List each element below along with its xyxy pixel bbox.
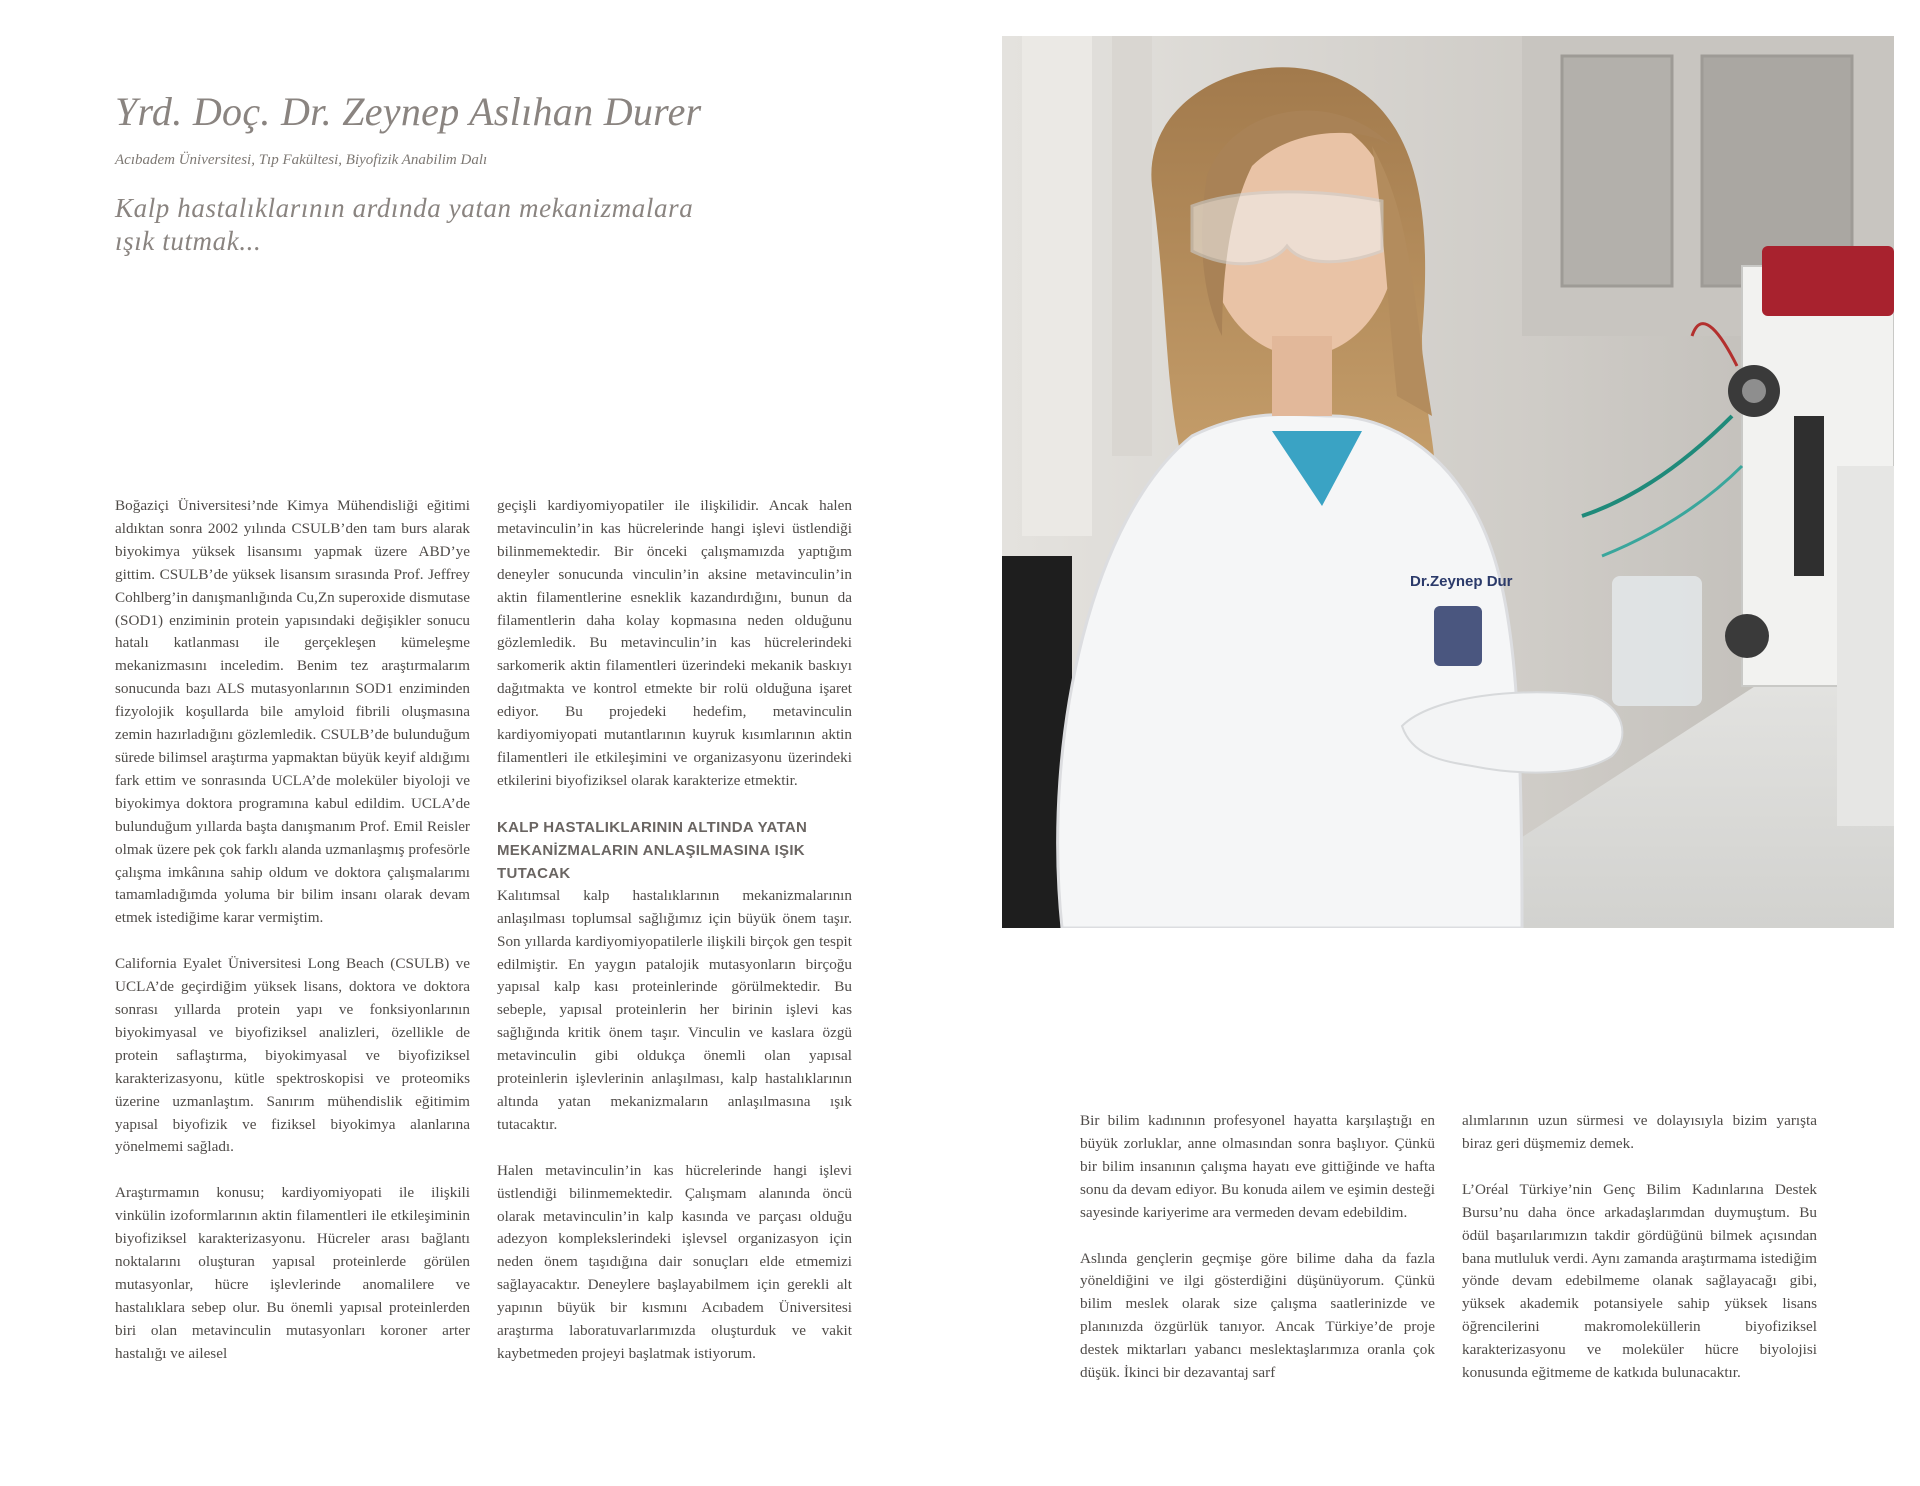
paragraph: geçişli kardiyomiyopatiler ile ilişkilidir. Ancak halen metavinculin’in kas hücrelerinde hangi işlevi üstlendiği bilinmemektedir. Bir önceki çalışmamızda yaptığım deneyler sonucunda vinculin’in aksine metavinculin’in aktin filamentlerine esneklik kazandırdığını, bunun da filamentlerin daha kolay kopmasına neden olduğunu gözlemledik. Bu metavinculin’in kas hücrelerindeki sarkomerik aktin filamentleri üzerindeki mekanik baskıyı dağıtmakta ve kontrol etmekte bir rolü olduğuna işaret ediyor. Bu projedeki hedefim, metavinculin kardiyomiyopati mutantlarının kuyruk kısımlarının aktin filamentleri ile etkileşimini ve organizasyonu üzerindeki etkilerini biyofiziksel olarak karakterize etmektir. [497, 497, 852, 789]
article-title: Yrd. Doç. Dr. Zeynep Aslıhan Durer [115, 89, 702, 134]
beaker [1612, 576, 1702, 706]
paragraph: Boğaziçi Üniversitesi’nde Kimya Mühendisliği eğitimi aldıktan sonra 2002 yılında CSULB’den tam burs alarak biyokimya yüksek lisansımı yapmak üzere ABD’ye gittim. CSULB’de yüksek lisansım sırasında Prof. Jeffrey Cohlberg’in danışmanlığında Cu,Zn superoxide dismutase (SOD1) enziminin protein yapısındaki değişikler sonucu hatalı katlanması ile gerçekleşen kümeleşme mekanizmasını inceledim. Benim tez araştırmalarım sonucunda bazı ALS mutasyonlarının SOD1 enziminden fizyolojik koşullarda bile amyloid fibrili oluşmasına zemin hazırladığını gözlemledik. CSULB’de bulunduğum sürede bilimsel araştırma yapmaktan büyük keyif aldığımı fark ettim ve sonrasında UCLA’de moleküler biyoloji ve biyokimya doktora programına kabul edildim. UCLA’de bulunduğum yıllarda başta danışmanım Prof. Emil Reisler olmak üzere pek çok farklı alanda uzmanlaşmış profesörle çalışma imkânına sahip oldum ve doktora çalışmalarımı tamamladığımda yoluma bir bilim insanı olarak devam etmek istediğime karar vermiştim. [115, 497, 470, 927]
paragraph: Halen metavinculin’in kas hücrelerinde hangi işlevi üstlendiği bilinmemektedir. Çalışmam alanında öncü olarak metavinculin’in kalp kasında ve parçası olduğu adezyon komplekslerindeki işlevsel organizasyon için neden önem taşıdığına dair sonuçları elde etmemizi sağlayacaktır. Deneylere başlayabilmem için gerekli alt yapının büyük bir kısmını Acıbadem Üniversitesi araştırma laboratuvarlarımızda oluşturduk ve vakit kaybetmeden projeyi başlatmak istiyorum. [497, 1161, 852, 1362]
paragraph: Araştırmamın konusu; kardiyomiyopati ile ilişkili vinkülin izoformlarının aktin filamentleri ile etkileşiminin biyofiziksel karakterizasyonu. Hücreler arası bağlantı noktalarını oluşturan yapısal proteinlerde görülen mutasyonlar, hücre işlevlerinde anomalilere ve hastalıklara sebep olur. Bu önemli yapısal proteinlerden biri olan metavinculin mutasyonları koroner arter hastalığı ve ailesel [115, 1184, 470, 1362]
text-column-1 [115, 495, 470, 1389]
affiliation: Acıbadem Üniversitesi, Tıp Fakültesi, Biyofizik Anabilim Dalı [115, 152, 488, 168]
text-column-3 [1080, 1110, 1435, 1408]
instrument-top [1762, 246, 1894, 316]
section-heading: KALP HASTALIKLARININ ALTINDA YATAN MEKANİZMALARIN ANLAŞILMASINA IŞIK TUTACAK [497, 818, 808, 882]
paragraph: Kalıtımsal kalp hastalıklarının mekanizmalarının anlaşılması toplumsal sağlığımız için büyük önem taşır. Son yıllarda kardiyomiyopatilerle ilişkili birçok gen tespit edilmiştir. En yaygın patalojik mutasyonların birçoğu yapısal kalp kası proteinlerinde görülmektedir. Bu sebeple, yapısal proteinlerin her birinin işlevi kas sağlığında kritik önem taşır. Vinculin ve kaslara özgü metavinculin gibi oldukça önemli olan yapısal proteinlerin işlevlerinin anlaşılması, kalp hastalıklarının altında yatan mekanizmaların anlaşılmasına ışık tutacaktır. [497, 886, 852, 1133]
tagline: Kalp hastalıklarının ardında yatan mekanizmalara ışık tutmak... [115, 193, 694, 256]
paragraph: California Eyalet Üniversitesi Long Beach (CSULB) ve UCLA’de geçirdiğim yüksek lisans, doktora ve doktora sonrası yıllarda protein yapı ve fonksiyonlarının biyokimyasal ve biyofiziksel analizleri, özellikle de protein saflaştırma, biyokimyasal ve biyofiziksel karakterizasyonu, kütle spektroskopisi ve proteomiks üzerine uzmanlaştım. Sanırım mühendislik eğitimim yapısal biyofizik ve fiziksel biyokimya alanlarına yönelmemi sağladı. [115, 955, 470, 1156]
coat-label: Dr.Zeynep Dur [1410, 573, 1513, 590]
paragraph: L’Oréal Türkiye’nin Genç Bilim Kadınlarına Destek Bursu’nu daha önce arkadaşlarımdan duymuştum. Bu ödül başarılarımızın takdir gördüğünü bilmek açısından bana mutluluk verdi. Aynı zamanda araştırmama istediğim yönde devam edebilmeme olanak sağlayacağı gibi, yüksek akademik potansiyele sahip yüksek lisans öğrencilerini makromoleküllerin biyofiziksel karakterizasyonu ve moleküler hücre biyolojisi konusunda eğitmeme de katkıda bulunacaktır. [1462, 1180, 1817, 1382]
lab-scene-illustration [1002, 36, 1894, 928]
text-column-4 [1462, 1110, 1817, 1408]
paragraph: Aslında gençlerin geçmişe göre bilime daha da fazla yöneldiğini ve ilgi gösterdiğini düşünüyorum. Çünkü bilim meslek olarak size çalışma saatlerinizde ve planınızda özgürlük tanıyor. Ancak Türkiye’de proje destek miktarları yabancı meslektaşlarımıza oranla çok düşük. İkinci bir dezavantaj sarf [1080, 1249, 1435, 1382]
paragraph: alımlarının uzun sürmesi ve dolayısıyla bizim yarışta biraz geri düşmemiz demek. [1462, 1112, 1817, 1152]
university-logo [1434, 606, 1482, 666]
text-column-2 [497, 495, 852, 1389]
portrait-photo [1002, 36, 1894, 928]
paragraph: Bir bilim kadınının profesyonel hayatta karşılaştığı en büyük zorluklar, anne olmasından sonra başlıyor. Çünkü bir bilim insanının çalışma hayatı eve gittiğinde ve hafta sonu da devam ediyor. Bu konuda ailem ve eşimin desteği sayesinde kariyerime ara vermeden devam edebildim. [1080, 1112, 1435, 1221]
